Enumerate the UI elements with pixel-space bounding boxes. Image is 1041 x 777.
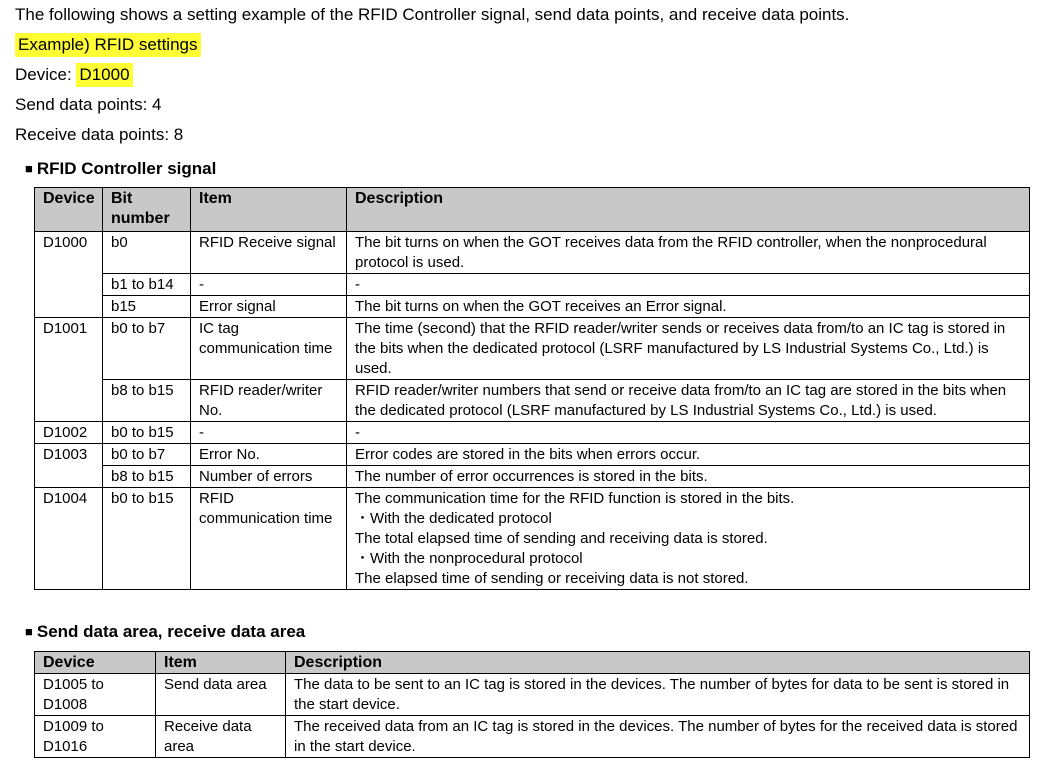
bit-number-cell: b15: [103, 296, 191, 318]
item-cell: -: [191, 274, 347, 296]
table-row: [35, 380, 1030, 422]
bit-number-cell: b0 to b7: [103, 444, 191, 466]
send-points-line: Send data points: 4: [15, 95, 162, 114]
controller-signal-table: [34, 187, 1030, 590]
description-line: -: [355, 276, 360, 293]
description-line: -: [355, 424, 360, 441]
description-line: The total elapsed time of sending and receiving data is stored.: [355, 530, 768, 547]
description-line: ・With the dedicated protocol: [355, 510, 552, 527]
description-line: The time (second) that the RFID reader/writer sends or receives data from/to an IC tag is stored in the bits when the dedicated protocol (LSRF manufactured by LS Industrial Systems Co., Ltd.) is used.: [355, 320, 1006, 377]
table-row: [35, 422, 1030, 444]
description-line: ・With the nonprocedural protocol: [355, 550, 583, 567]
description-cell: [347, 422, 1030, 444]
description-cell: [347, 232, 1030, 274]
item-cell: RFID Receive signal: [191, 232, 347, 274]
device-cell: [35, 274, 103, 296]
device-cell: D1000: [35, 232, 103, 274]
header-device: Device: [35, 188, 103, 232]
device-cell: D1004: [35, 488, 103, 590]
item-cell: Number of errors: [191, 466, 347, 488]
description-cell: [347, 488, 1030, 590]
header-device: Device: [35, 652, 156, 674]
device-cell: [35, 466, 103, 488]
intro-line: The following shows a setting example of the RFID Controller signal, send data points, and receive data points.: [15, 5, 850, 24]
table-header-row: [35, 652, 1030, 674]
description-cell: [347, 318, 1030, 380]
item-cell: RFID reader/writer No.: [191, 380, 347, 422]
bit-number-cell: b0: [103, 232, 191, 274]
header-bit-number: Bit number: [103, 188, 191, 232]
description-line: The number of error occurrences is stored in the bits.: [355, 468, 708, 485]
description-cell: [347, 296, 1030, 318]
description-line: Error codes are stored in the bits when errors occur.: [355, 446, 701, 463]
device-prefix: Device:: [15, 65, 77, 84]
bit-number-cell: b1 to b14: [103, 274, 191, 296]
table-row: [35, 444, 1030, 466]
item-cell: Error No.: [191, 444, 347, 466]
table-row: [35, 318, 1030, 380]
section2-marker: ■: [25, 624, 33, 639]
example-label: [15, 34, 201, 56]
device-cell: [35, 380, 103, 422]
section1-title: RFID Controller signal: [36, 159, 217, 178]
description-line: The bit turns on when the GOT receives an Error signal.: [355, 298, 727, 315]
item-cell: -: [191, 422, 347, 444]
item-cell: Error signal: [191, 296, 347, 318]
table-row: [35, 232, 1030, 274]
table-row: [35, 488, 1030, 590]
description-cell: [347, 380, 1030, 422]
section1-heading: [25, 158, 216, 180]
section2-heading: [25, 621, 305, 643]
device-cell: D1009 to D1016: [35, 716, 156, 758]
header-item: Item: [156, 652, 286, 674]
example-label-highlight: Example) RFID settings: [15, 33, 201, 57]
table-row: [35, 674, 1030, 716]
header-description: Description: [286, 652, 1030, 674]
description-cell: The received data from an IC tag is stored in the devices. The number of bytes for the received data is stored in the start device.: [286, 716, 1030, 758]
data-area-table: [34, 651, 1030, 758]
description-line: The bit turns on when the GOT receives data from the RFID controller, when the nonprocedural protocol is used.: [355, 234, 987, 271]
bit-number-cell: b8 to b15: [103, 380, 191, 422]
section2-title: Send data area, receive data area: [36, 622, 306, 641]
table-row: [35, 466, 1030, 488]
device-line: [15, 64, 133, 86]
item-cell: IC tag communication time: [191, 318, 347, 380]
bit-number-cell: b0 to b15: [103, 488, 191, 590]
table-row: [35, 296, 1030, 318]
device-cell: [35, 296, 103, 318]
table-row: [35, 274, 1030, 296]
description-cell: The data to be sent to an IC tag is stored in the devices. The number of bytes for data to be sent is stored in the start device.: [286, 674, 1030, 716]
description-cell: [347, 274, 1030, 296]
description-line: The elapsed time of sending or receiving data is not stored.: [355, 570, 749, 587]
item-cell: RFID communication time: [191, 488, 347, 590]
bit-number-cell: b0 to b7: [103, 318, 191, 380]
table-header-row: [35, 188, 1030, 232]
bit-number-cell: b8 to b15: [103, 466, 191, 488]
description-cell: [347, 444, 1030, 466]
description-cell: [347, 466, 1030, 488]
item-cell: Send data area: [156, 674, 286, 716]
receive-points-line: Receive data points: 8: [15, 125, 184, 144]
device-cell: D1002: [35, 422, 103, 444]
device-cell: D1005 to D1008: [35, 674, 156, 716]
table-row: [35, 716, 1030, 758]
header-description: Description: [347, 188, 1030, 232]
device-value-highlight: D1000: [76, 63, 132, 87]
description-line: The communication time for the RFID function is stored in the bits.: [355, 490, 795, 507]
device-cell: D1003: [35, 444, 103, 466]
device-cell: D1001: [35, 318, 103, 380]
bit-number-cell: b0 to b15: [103, 422, 191, 444]
item-cell: Receive data area: [156, 716, 286, 758]
description-line: RFID reader/writer numbers that send or receive data from/to an IC tag are stored in the bits when the dedicated protocol (LSRF manufactured by LS Industrial Systems Co., Ltd.) is used.: [355, 382, 1007, 419]
header-item: Item: [191, 188, 347, 232]
section1-marker: ■: [25, 161, 33, 176]
